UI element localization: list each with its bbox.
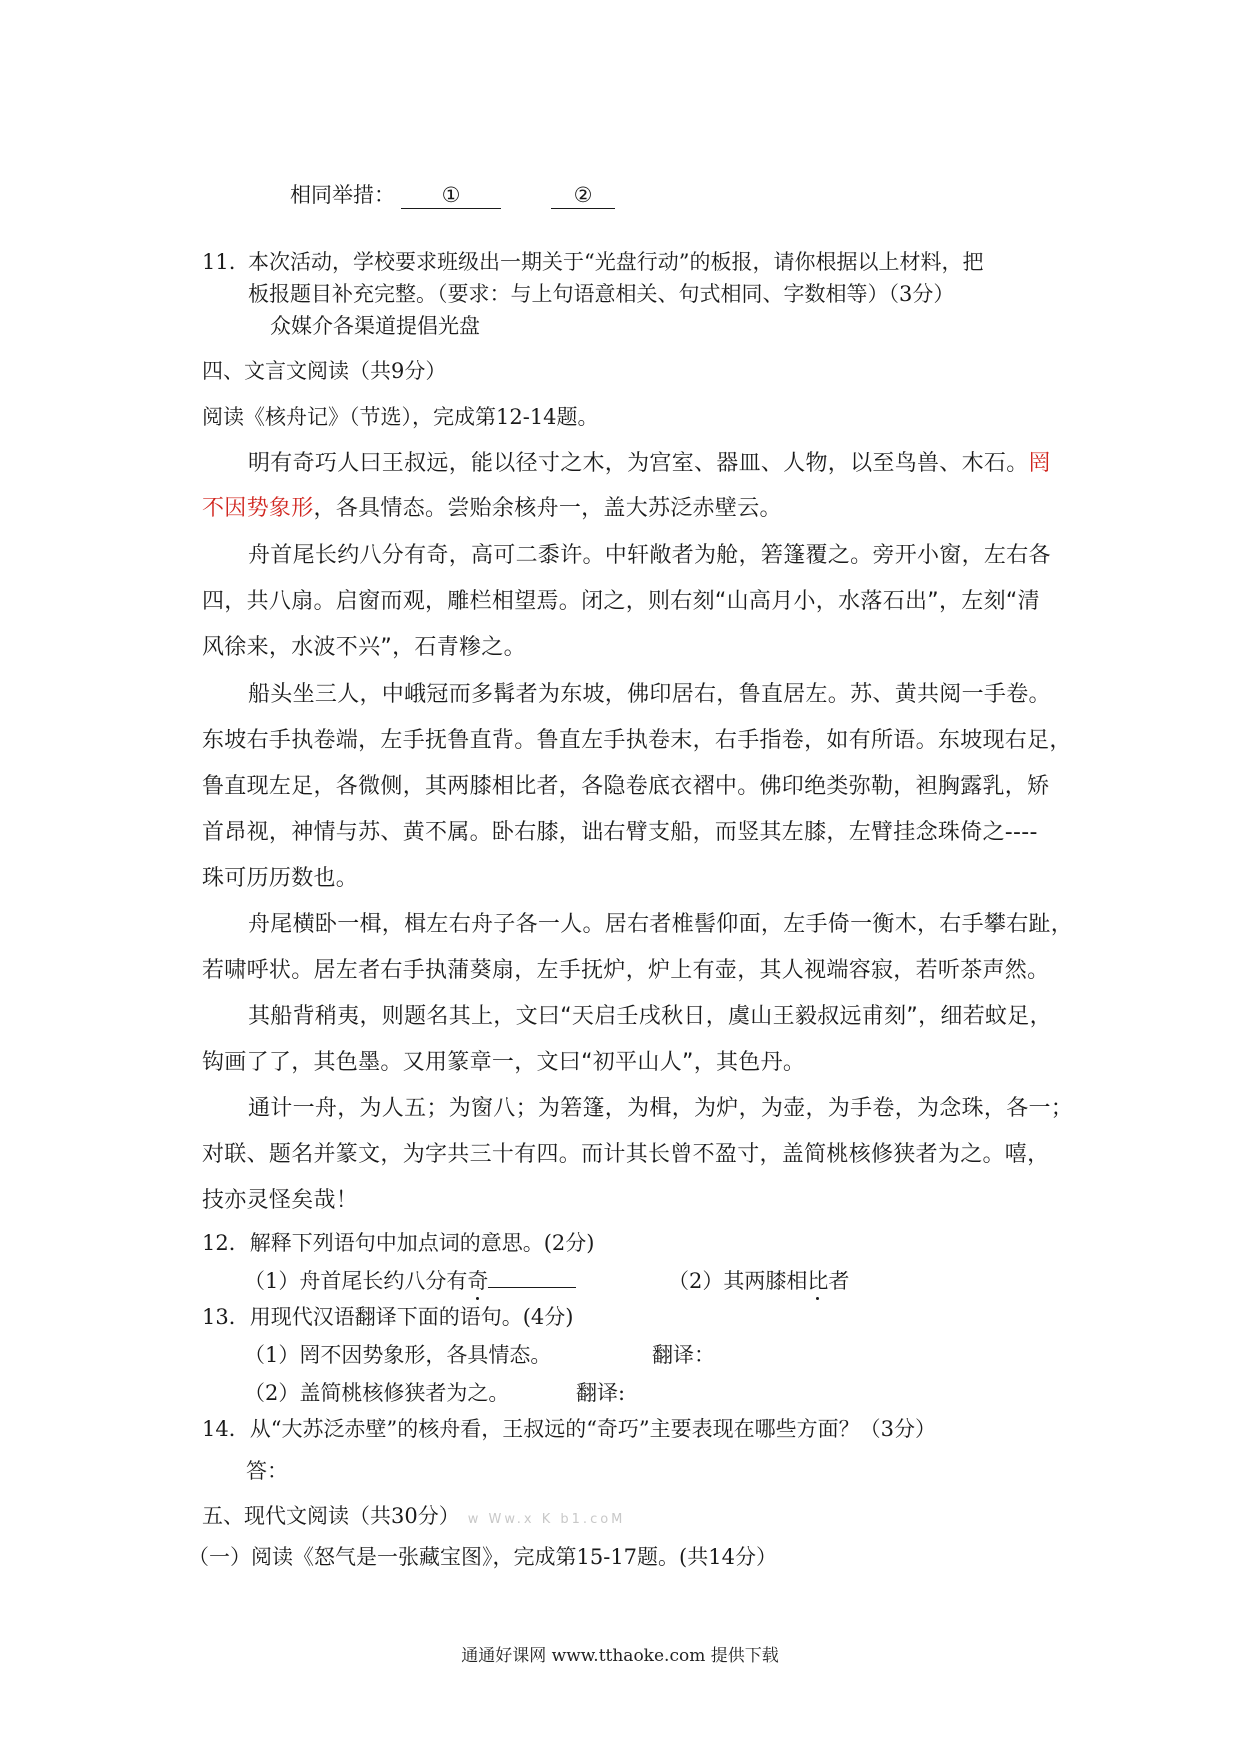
passage-p2-line-1: 舟首尾长约八分有奇，高可二黍许。中轩敞者为舱，箬篷覆之。旁开小窗，左右各 xyxy=(248,543,1051,568)
q13-item-2: （2）盖简桃核修狭者为之。 xyxy=(244,1381,510,1405)
q10-label: 相同举措： xyxy=(290,183,395,207)
passage-p2-line-3: 风徐来，水波不兴”，石青糁之。 xyxy=(202,635,526,660)
q13-item-2-translate-label: 翻译: xyxy=(576,1381,626,1405)
q13-item-1: （1）罔不因势象形，各具情态。 xyxy=(244,1343,552,1367)
passage-p3-line-4: 首昂视，神情与苏、黄不属。卧右膝，诎右臂支船，而竖其左膝，左臂挂念珠倚之---- xyxy=(202,820,1038,845)
section-5-sub: （一）阅读《怒气是一张藏宝图》，完成第15-17题。(共14分） xyxy=(188,1545,777,1569)
q10-fill-line xyxy=(290,180,615,210)
q12-item-2-tail: 者 xyxy=(828,1269,850,1293)
q12-item-2 xyxy=(668,1266,849,1296)
passage-p2-line-2: 四，共八扇。启窗而观，雕栏相望焉。闭之，则右刻“山高月小，水落石出”，左刻“清 xyxy=(202,589,1040,614)
passage-text: 明有奇巧人曰王叔远，能以径寸之木，为宫室、器皿、人物，以至鸟兽、木石。 xyxy=(248,451,1029,476)
passage-p3-line-1: 船头坐三人，中峨冠而多髯者为东坡，佛印居右，鲁直居左。苏、黄共阅一手卷。 xyxy=(248,682,1051,707)
page-footer: 通通好课网 www.tthaoke.com 提供下载 xyxy=(461,1646,779,1666)
passage-p4-line-1: 舟尾横卧一楫，楫左右舟子各一人。居右者椎髻仰面，左手倚一衡木，右手攀右趾， xyxy=(248,912,1074,937)
q12-stem: 12．解释下列语句中加点词的意思。(2分) xyxy=(202,1231,595,1255)
passage-p3-line-2: 东坡右手执卷端，左手抚鲁直背。鲁直左手执卷末，右手指卷，如有所语。东坡现右足， xyxy=(202,728,1072,753)
q13-item-1-translate-label: 翻译： xyxy=(652,1343,715,1367)
q12-item-1 xyxy=(244,1266,576,1296)
passage-p4-line-2: 若啸呼状。居左者右手执蒲葵扇，左手抚炉，炉上有壶，其人视端容寂，若听茶声然。 xyxy=(202,958,1050,983)
answer-blank-1[interactable]: ① xyxy=(401,182,501,209)
passage-p1-line-1 xyxy=(248,449,1051,479)
q12-item-2-text: （2）其两膝相 xyxy=(668,1269,808,1293)
q12-answer-blank-1[interactable] xyxy=(488,1287,576,1288)
dotted-character: 奇 xyxy=(467,1269,489,1293)
dotted-character: 比 xyxy=(807,1269,829,1293)
passage-p3-line-3: 鲁直现左足，各微侧，其两膝相比者，各隐卷底衣褶中。佛印绝类弥勒，袒胸露乳，矫 xyxy=(202,774,1050,799)
section-5-title xyxy=(202,1501,625,1535)
passage-p5-line-2: 钩画了了，其色墨。又用篆章一，文曰“初平山人”，其色丹。 xyxy=(202,1050,806,1075)
q13-stem: 13．用现代汉语翻译下面的语句。(4分) xyxy=(202,1305,574,1329)
watermark-text: w Ww.x K b1.coM xyxy=(467,1512,626,1527)
section-4-instruction: 阅读《核舟记》（节选），完成第12-14题。 xyxy=(202,405,599,429)
passage-p6-line-1: 通计一舟，为人五；为窗八；为箬篷，为楫，为炉，为壶，为手卷，为念珠，各一； xyxy=(248,1096,1074,1121)
q12-item-1-text: （1）舟首尾长约八分有 xyxy=(244,1269,468,1293)
passage-p6-line-2: 对联、题名并篆文，为字共三十有四。而计其长曾不盈寸，盖简桃核修狭者为之。嘻， xyxy=(202,1142,1050,1167)
q11-line-2: 板报题目补充完整。（要求：与上句语意相关、句式相同、字数相等）（3分） xyxy=(248,282,955,306)
passage-text: ，各具情态。尝贻余核舟一，盖大苏泛赤壁云。 xyxy=(313,496,782,521)
q11-number: 11. xyxy=(202,250,236,274)
passage-p5-line-1: 其船背稍夷，则题名其上，文曰“天启壬戌秋日，虞山王毅叔远甫刻”，细若蚊足， xyxy=(248,1004,1052,1029)
passage-p6-line-3: 技亦灵怪矣哉！ xyxy=(202,1188,359,1213)
section-5-title-text: 五、现代文阅读（共30分） xyxy=(202,1504,460,1528)
q14-stem: 14．从“大苏泛赤壁”的核舟看，王叔远的“奇巧”主要表现在哪些方面？（3分） xyxy=(202,1417,937,1441)
q11-line-1: 本次活动，学校要求班级出一期关于“光盘行动”的板报，请你根据以上材料，把 xyxy=(248,250,984,274)
answer-blank-2[interactable]: ② xyxy=(551,182,615,209)
highlighted-text: 不因势象形 xyxy=(202,496,314,521)
passage-p3-line-5: 珠可历历数也。 xyxy=(202,866,359,891)
passage-p1-line-2 xyxy=(202,494,782,524)
q14-answer-label: 答： xyxy=(246,1459,288,1483)
q11-line-3: 众媒介各渠道提倡光盘 xyxy=(270,314,480,338)
highlighted-text: 罔 xyxy=(1028,451,1051,476)
section-4-title: 四、文言文阅读（共9分） xyxy=(202,359,447,383)
